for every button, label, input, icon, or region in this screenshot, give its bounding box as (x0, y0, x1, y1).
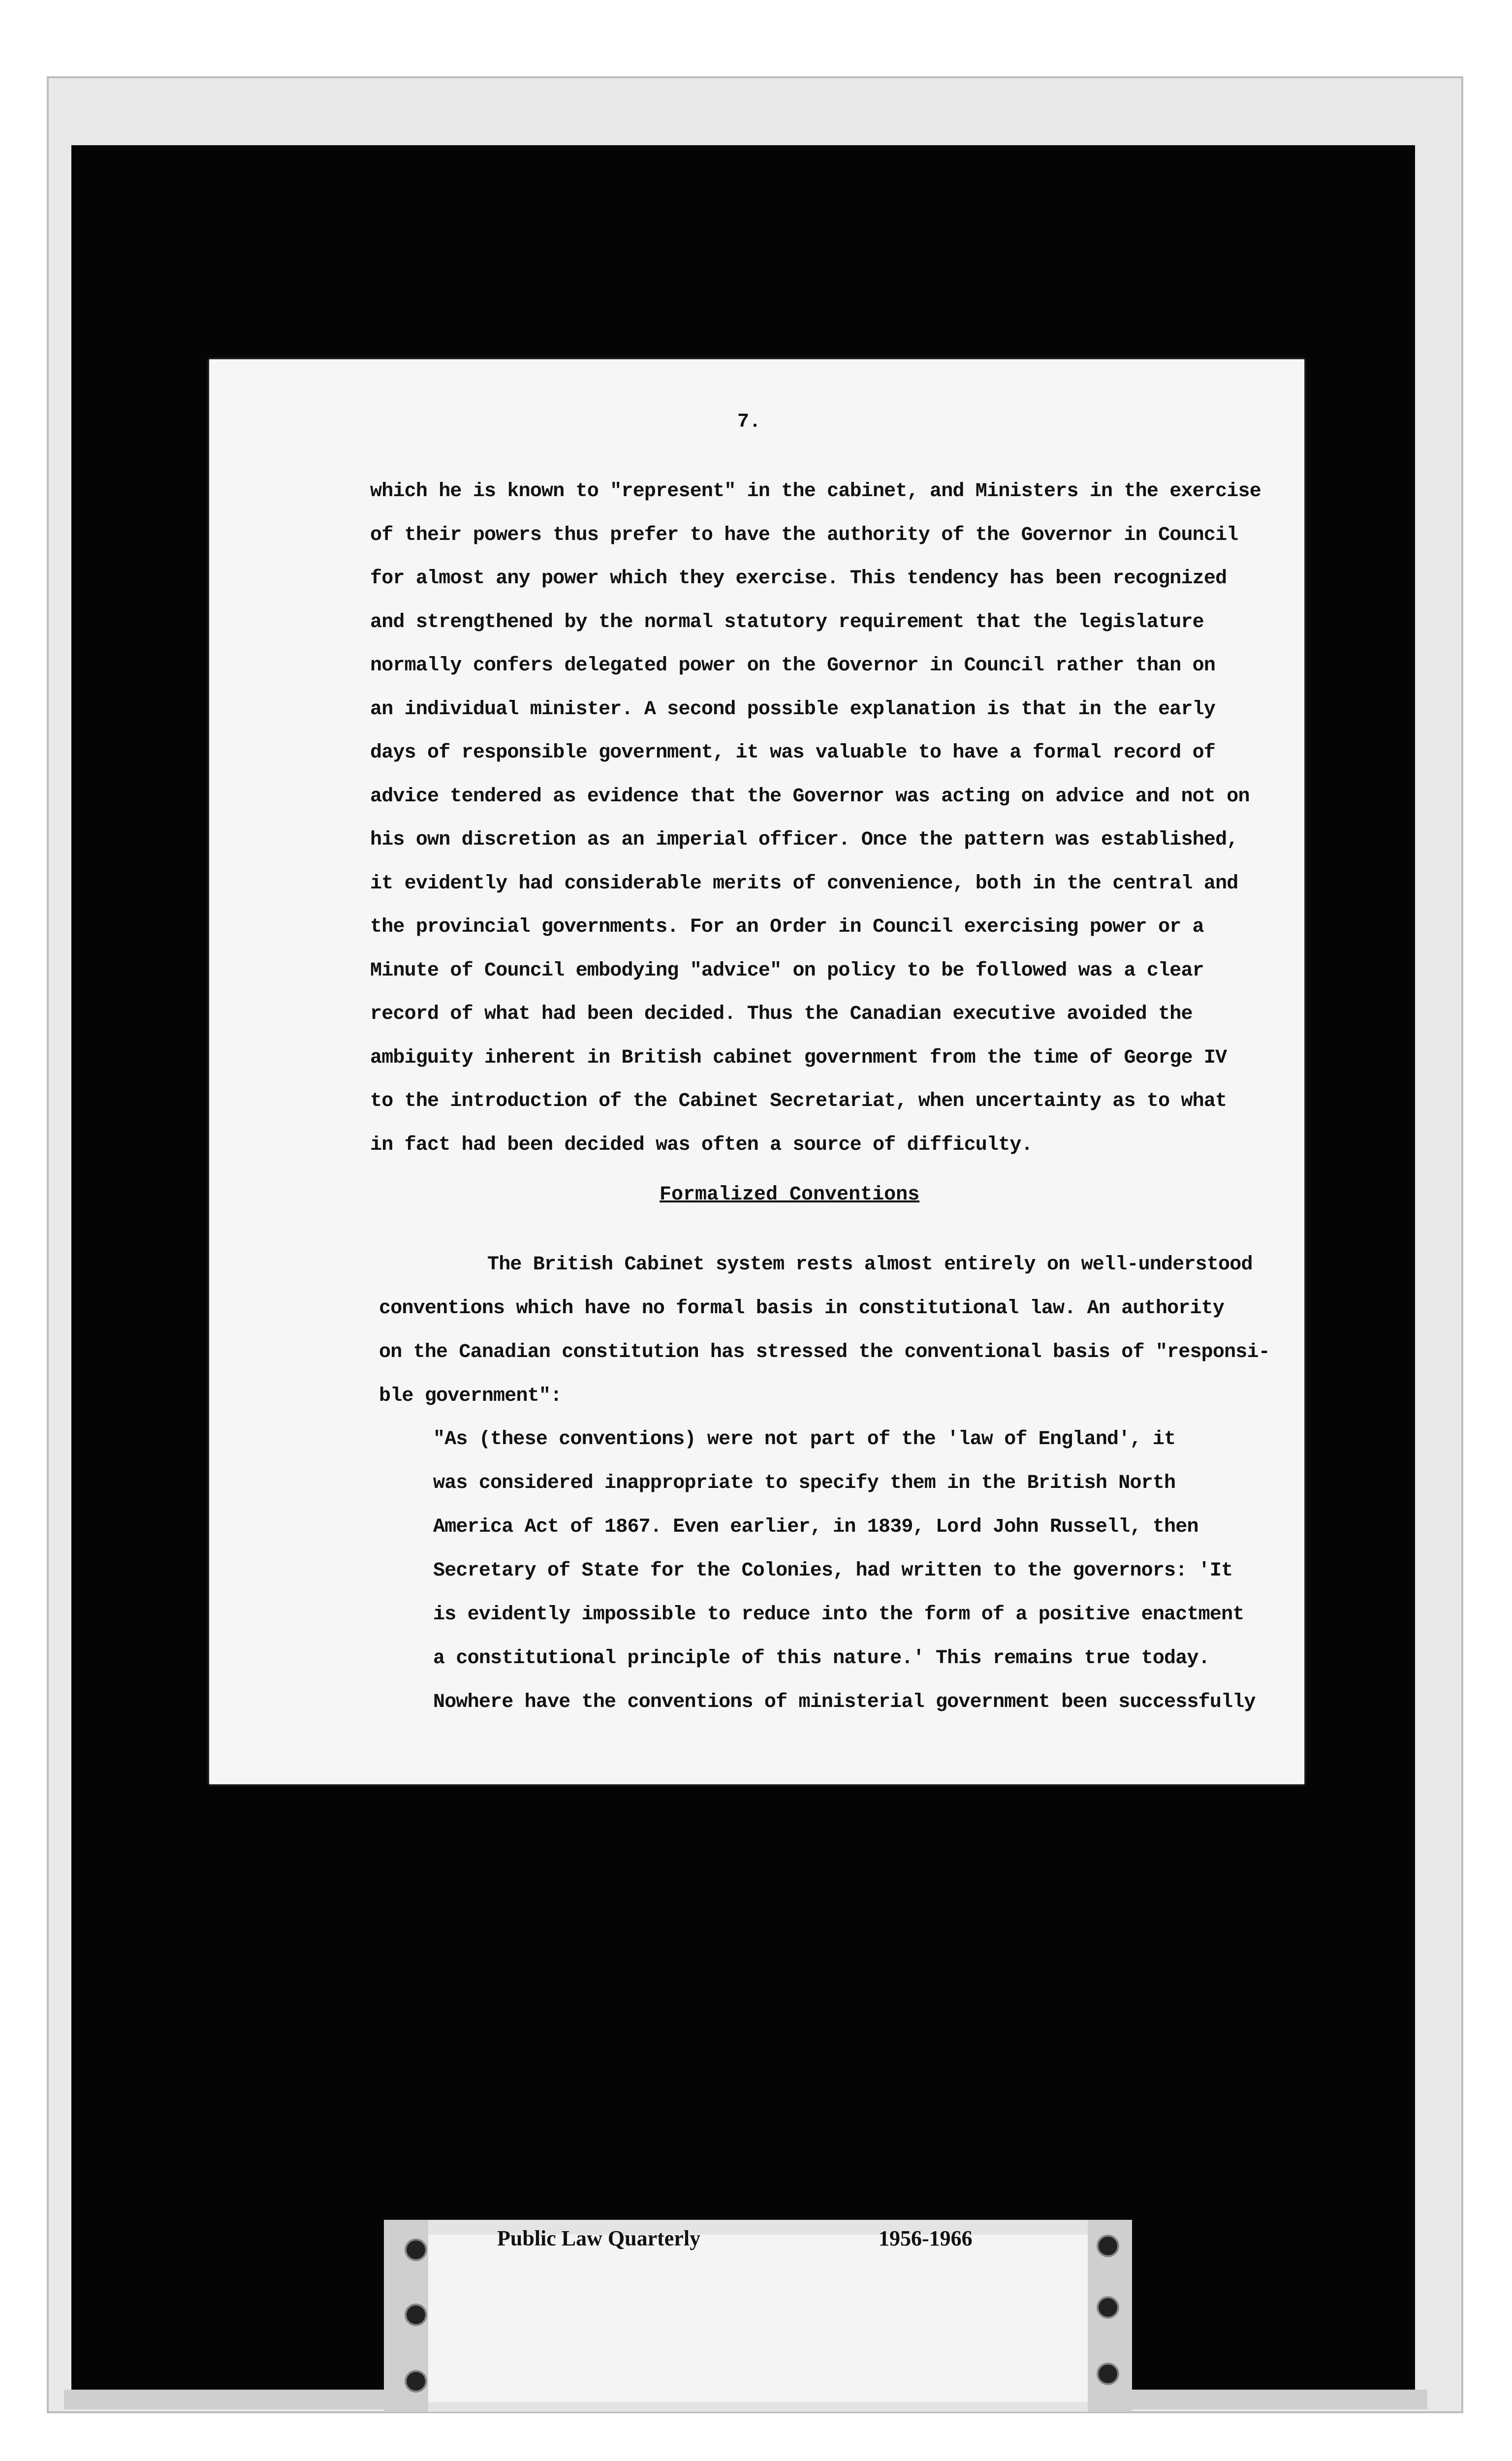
paragraph-2 (379, 1243, 1270, 1418)
text-line: a constitutional principle of this nature.' This remains true today. (433, 1647, 1210, 1670)
text-line: record of what had been decided. Thus the Canadian executive avoided the (370, 1003, 1193, 1025)
text-line: in fact had been decided was often a source of difficulty. (370, 1134, 1033, 1156)
paragraph-1 (370, 470, 1261, 1167)
text-line: the provincial governments. For an Order in Council exercising power or a (370, 916, 1204, 938)
text-line: Nowhere have the conventions of ministerial government been successfully (433, 1691, 1256, 1713)
text-line: ambiguity inherent in British cabinet government from the time of George IV (370, 1046, 1227, 1069)
text-line: conventions which have no formal basis in constitutional law. An authority (379, 1297, 1225, 1320)
label-title: Public Law Quarterly (497, 2226, 701, 2250)
label-years: 1956-1966 (879, 2226, 973, 2250)
text-line: "As (these conventions) were not part of the 'law of England', it (433, 1428, 1176, 1451)
text-line: advice tendered as evidence that the Governor was acting on advice and not on (370, 785, 1250, 808)
text-line: normally confers delegated power on the Governor in Council rather than on (370, 655, 1216, 677)
text-line: for almost any power which they exercise. This tendency has been recognized (370, 568, 1227, 590)
text-line: of their powers thus prefer to have the authority of the Governor in Council (370, 524, 1238, 546)
text-line: America Act of 1867. Even earlier, in 1839, Lord John Russell, then (433, 1516, 1198, 1538)
text-line: ble government": (379, 1385, 562, 1407)
section-heading: Formalized Conventions (660, 1184, 920, 1206)
punch-hole-icon (1097, 2235, 1119, 2257)
label-writing-area (428, 2235, 1088, 2402)
text-line: to the introduction of the Cabinet Secretariat, when uncertainty as to what (370, 1090, 1227, 1112)
text-line: it evidently had considerable merits of convenience, both in the central and (370, 872, 1238, 895)
punch-hole-icon (405, 2239, 427, 2261)
text-line: Minute of Council embodying "advice" on policy to be followed was a clear (370, 959, 1204, 982)
punch-hole-icon (1097, 2363, 1119, 2385)
text-line: Secretary of State for the Colonies, had written to the governors: 'It (433, 1560, 1233, 1582)
punch-hole-icon (1097, 2296, 1119, 2319)
text-line: days of responsible government, it was valuable to have a formal record of (370, 742, 1216, 764)
text-line: is evidently impossible to reduce into the form of a positive enactment (433, 1604, 1244, 1626)
text-line: which he is known to "represent" in the cabinet, and Ministers in the exercise (370, 480, 1261, 503)
text-line: was considered inappropriate to specify them in the British North (433, 1472, 1176, 1494)
text-line: and strengthened by the normal statutory requirement that the legislature (370, 611, 1204, 633)
text-line: his own discretion as an imperial officer. Once the pattern was established, (370, 829, 1238, 851)
punch-hole-icon (405, 2303, 427, 2326)
text-line: on the Canadian constitution has stressed the conventional basis of "responsi- (379, 1341, 1270, 1363)
page-number: 7. (737, 411, 761, 433)
punch-hole-icon (405, 2370, 427, 2393)
text-line: The British Cabinet system rests almost entirely on well-understood (487, 1254, 1253, 1276)
text-line: an individual minister. A second possible explanation is that in the early (370, 698, 1216, 721)
block-quote (433, 1418, 1256, 1724)
